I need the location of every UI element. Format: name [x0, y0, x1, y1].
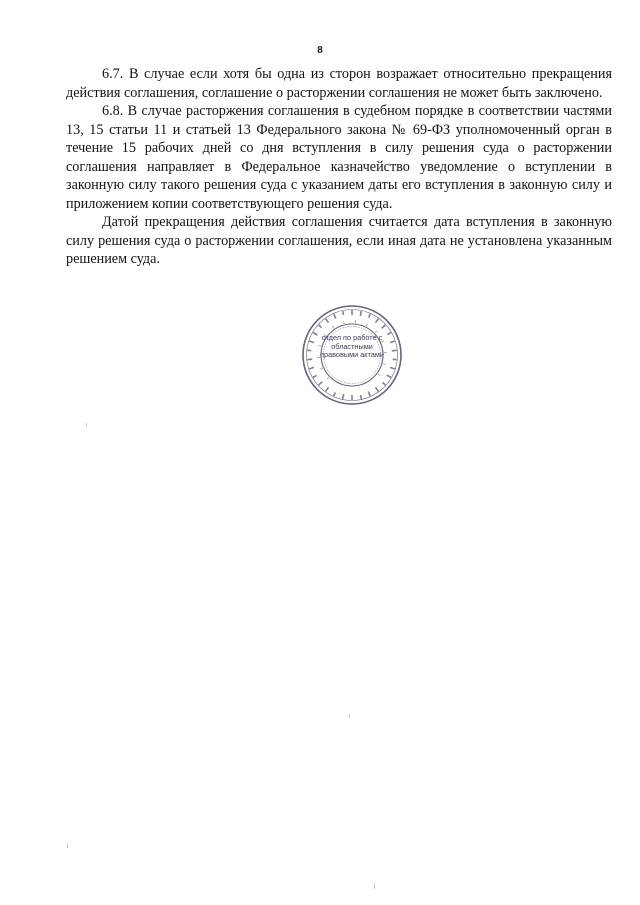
- scan-speck: [67, 843, 68, 848]
- official-stamp: [300, 303, 404, 407]
- scan-speck: [349, 714, 350, 718]
- paragraph-6-7: 6.7. В случае если хотя бы одна из сторон возражает относительно прекращения действия соглашения, соглашение о расторжении соглашения не может быть заключено.: [66, 66, 612, 101]
- paragraph-termination-date: Датой прекращения действия соглашения считается дата вступления в законную силу решения суда о расторжении соглашения, если иная дата не установлена указанным решением суда.: [66, 214, 612, 267]
- stamp-inner-text: отдел по работе с областными правовыми актами: [320, 333, 384, 359]
- scan-speck: [86, 423, 87, 427]
- paragraph-6-8: 6.8. В случае расторжения соглашения в судебном порядке в соответствии частями 13, 15 статьи 11 и статьей 13 Федерального закона № 69-ФЗ уполномоченный орган в течение 15 рабочих дней со дня вступления в силу решения суда о расторжении соглашения направляет в Федеральное казначейство уведомление о вступлении в законную силу такого решения суда с указанием даты его вступления в законную силу и приложением копии соответствующего решения суда.: [66, 103, 612, 212]
- scan-speck: [374, 883, 375, 889]
- document-body: [66, 65, 612, 269]
- page-number: 8: [317, 44, 323, 56]
